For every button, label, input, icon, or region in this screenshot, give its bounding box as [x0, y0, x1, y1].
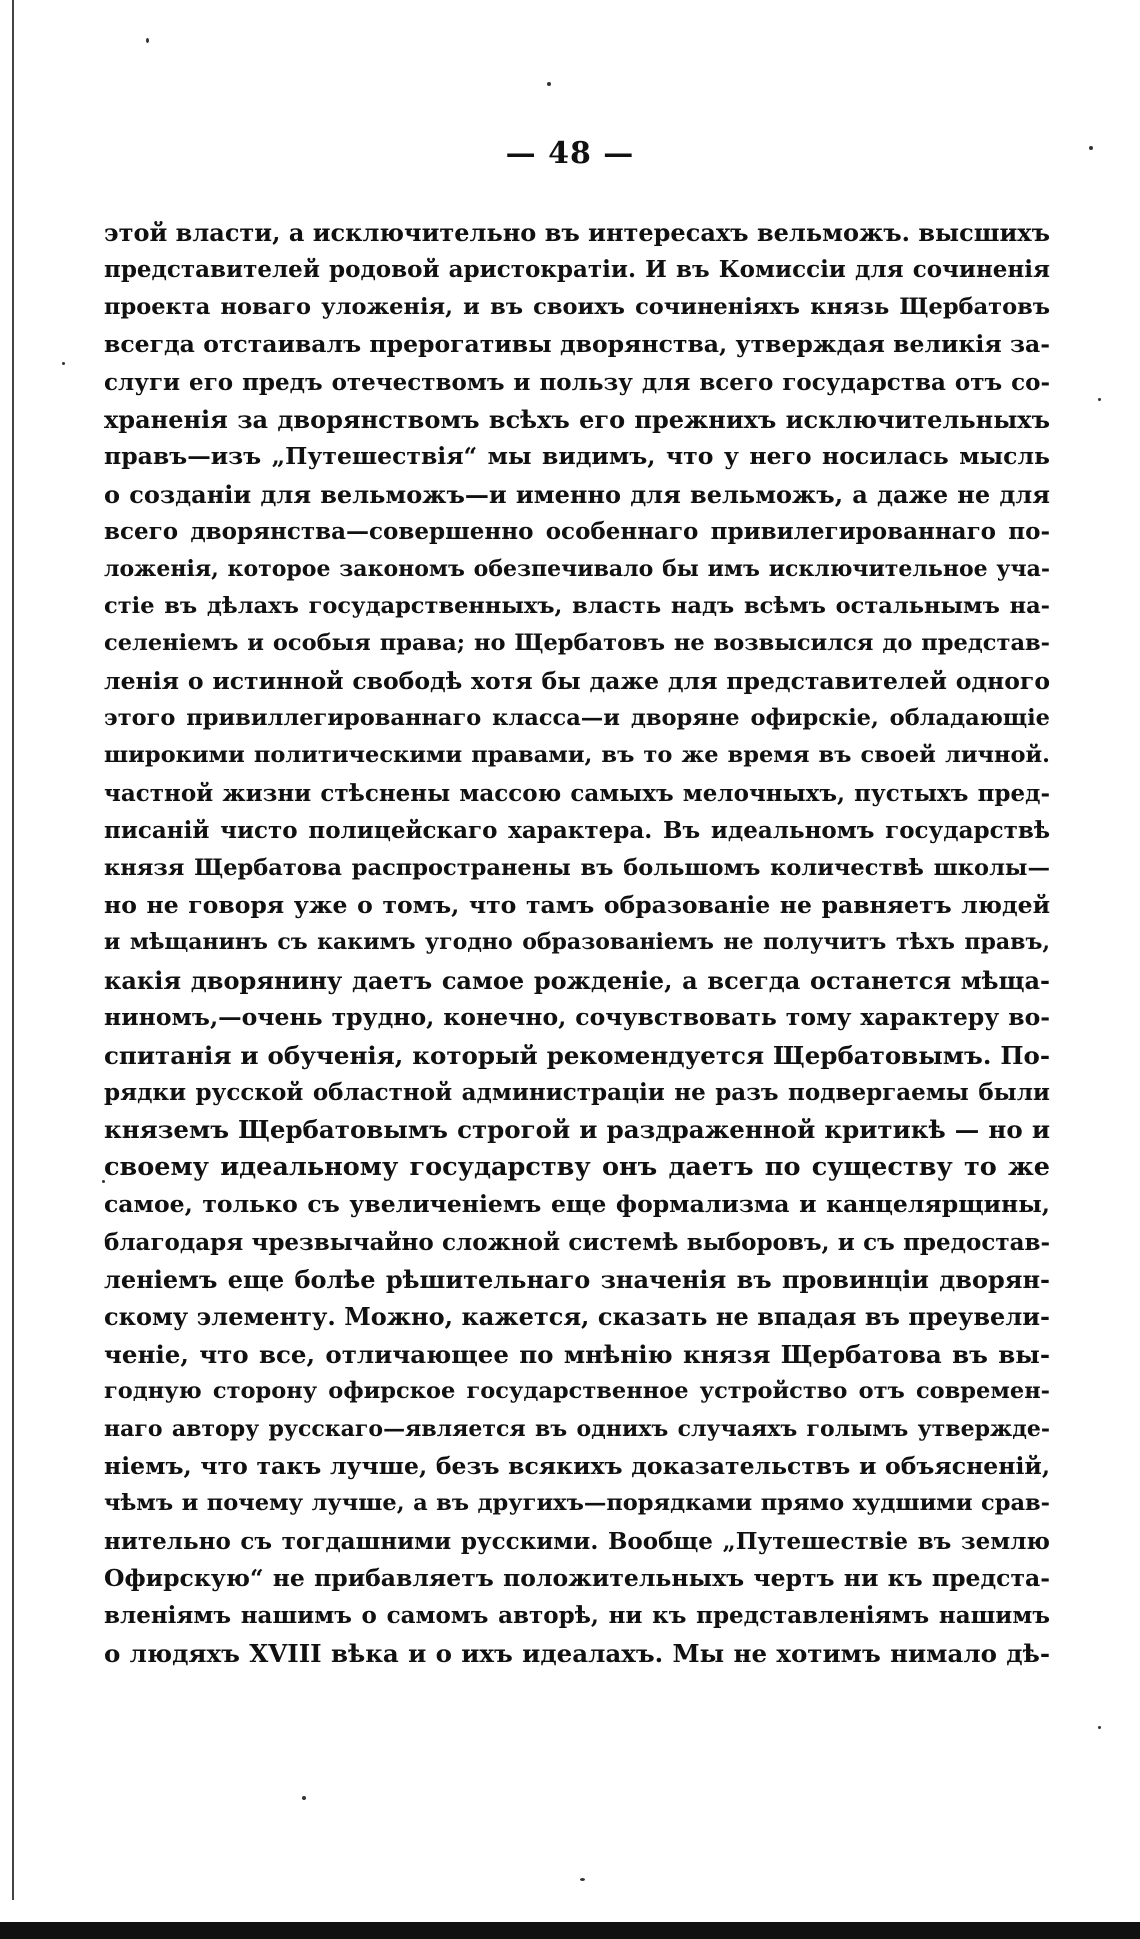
text-line: Офирскую“ не прибавляетъ положительныхъ чертъ ни къ предста- — [104, 1564, 1050, 1593]
text-line: ложенія, которое закономъ обезпечивало бы имъ исключительное уча- — [104, 555, 1050, 582]
print-speck — [1098, 1726, 1101, 1729]
text-line: нительно съ тогдашними русскими. Вообще „Путешествіе въ землю — [104, 1527, 1050, 1555]
text-line: этого привиллегированнаго класса—и дворяне офирскіе, обладающіе — [104, 705, 1050, 732]
text-line: чѣмъ и почему лучше, а въ другихъ—порядками прямо худшими срав- — [104, 1490, 1050, 1517]
text-line: стіе въ дѣлахъ государственныхъ, власть надъ всѣмъ остальнымъ на- — [104, 592, 1050, 619]
page-bottom-edge — [0, 1922, 1140, 1939]
print-speck — [146, 38, 149, 43]
text-line: княземъ Щербатовымъ строгой и раздраженной критикѣ — но и — [104, 1115, 1050, 1145]
print-speck — [547, 82, 551, 86]
text-line: о созданіи для вельможъ—и именно для вельможъ, а даже не для — [104, 479, 1050, 509]
text-line: своему идеальному государству онъ даетъ по существу то же — [104, 1151, 1050, 1182]
body-text — [104, 214, 1050, 1672]
text-line: князя Щербатова распространены въ большомъ количествѣ школы— — [104, 854, 1050, 881]
text-line: скому элементу. Можно, кажется, сказать не впадая въ преувели- — [104, 1302, 1050, 1332]
text-line: писаній чисто полицейскаго характера. Въ идеальномъ государствѣ — [104, 817, 1050, 845]
page-gutter-edge — [12, 0, 14, 1900]
text-line: ніемъ, что такъ лучше, безъ всякихъ доказательствъ и объясненій, — [104, 1451, 1050, 1480]
text-line: благодаря чрезвычайно сложной системѣ выборовъ, и съ предостав- — [104, 1228, 1050, 1256]
text-line: но не говоря уже о томъ, что тамъ образованіе не равняетъ людей — [104, 891, 1050, 920]
text-line: вленіямъ нашимъ о самомъ авторѣ, ни къ представленіямъ нашимъ — [104, 1602, 1050, 1630]
text-line: о людяхъ XVIII вѣка и о ихъ идеалахъ. Мы не хотимъ нимало дѣ- — [104, 1638, 1050, 1668]
text-line: наго автору русскаго—является въ однихъ случаяхъ голымъ утвержде- — [104, 1415, 1050, 1442]
text-line: самое, только съ увеличеніемъ еще формализма и канцелярщины, — [104, 1190, 1050, 1219]
print-speck — [302, 1796, 306, 1800]
print-speck — [1098, 398, 1101, 401]
text-line: этой власти, а исключительно въ интересахъ вельможъ. высшихъ — [104, 218, 1050, 247]
text-line: спитанія и обученія, который рекомендуется Щербатовымъ. По- — [104, 1040, 1050, 1070]
text-line: частной жизни стѣснены массою самыхъ мелочныхъ, пустыхъ пред- — [104, 779, 1050, 807]
print-speck — [580, 1878, 585, 1881]
text-line: годную сторону офирское государственное устройство отъ современ- — [104, 1378, 1050, 1405]
text-line: храненія за дворянствомъ всѣхъ его прежнихъ исключительныхъ — [104, 404, 1050, 434]
text-line: какія дворянину даетъ самое рожденіе, а всегда останется мѣща- — [104, 965, 1050, 995]
print-speck — [62, 362, 65, 365]
text-line: представителей родовой аристократіи. И въ Комиссіи для сочиненія — [104, 256, 1050, 284]
text-line: и мѣщанинъ съ какимъ угодно образованіемъ не получитъ тѣхъ правъ, — [104, 929, 1050, 956]
page-number: — 48 — — [505, 136, 635, 171]
text-line: ченіе, что все, отличающее по мнѣнію князя Щербатова въ вы- — [104, 1339, 1050, 1369]
text-line: ленія о истинной свободѣ хотя бы даже для представителей одного — [104, 666, 1050, 695]
text-line: проекта новаго уложенія, и въ своихъ сочиненіяхъ князь Щербатовъ — [104, 293, 1050, 320]
text-line: широкими политическими правами, въ то же время въ своей личной. — [104, 742, 1050, 769]
text-line: всегда отстаивалъ прерогативы дворянства, утверждая великія за- — [104, 330, 1050, 359]
text-line: правъ—изъ „Путешествія“ мы видимъ, что у него носилась мысль — [104, 442, 1050, 471]
text-line: леніемъ еще болѣе рѣшительнаго значенія въ провинціи дворян- — [104, 1264, 1050, 1294]
text-line: рядки русской областной администраціи не разъ подвергаемы были — [104, 1078, 1050, 1106]
text-line: ниномъ,—очень трудно, конечно, сочувствовать тому характеру во- — [104, 1003, 1050, 1032]
text-line: всего дворянства—совершенно особеннаго привилегированнаго по- — [104, 518, 1050, 546]
text-line: слуги его предъ отечествомъ и пользу для всего государства отъ со- — [104, 368, 1050, 396]
text-line: селеніемъ и особыя права; но Щербатовъ не возвысился до представ- — [104, 630, 1050, 657]
